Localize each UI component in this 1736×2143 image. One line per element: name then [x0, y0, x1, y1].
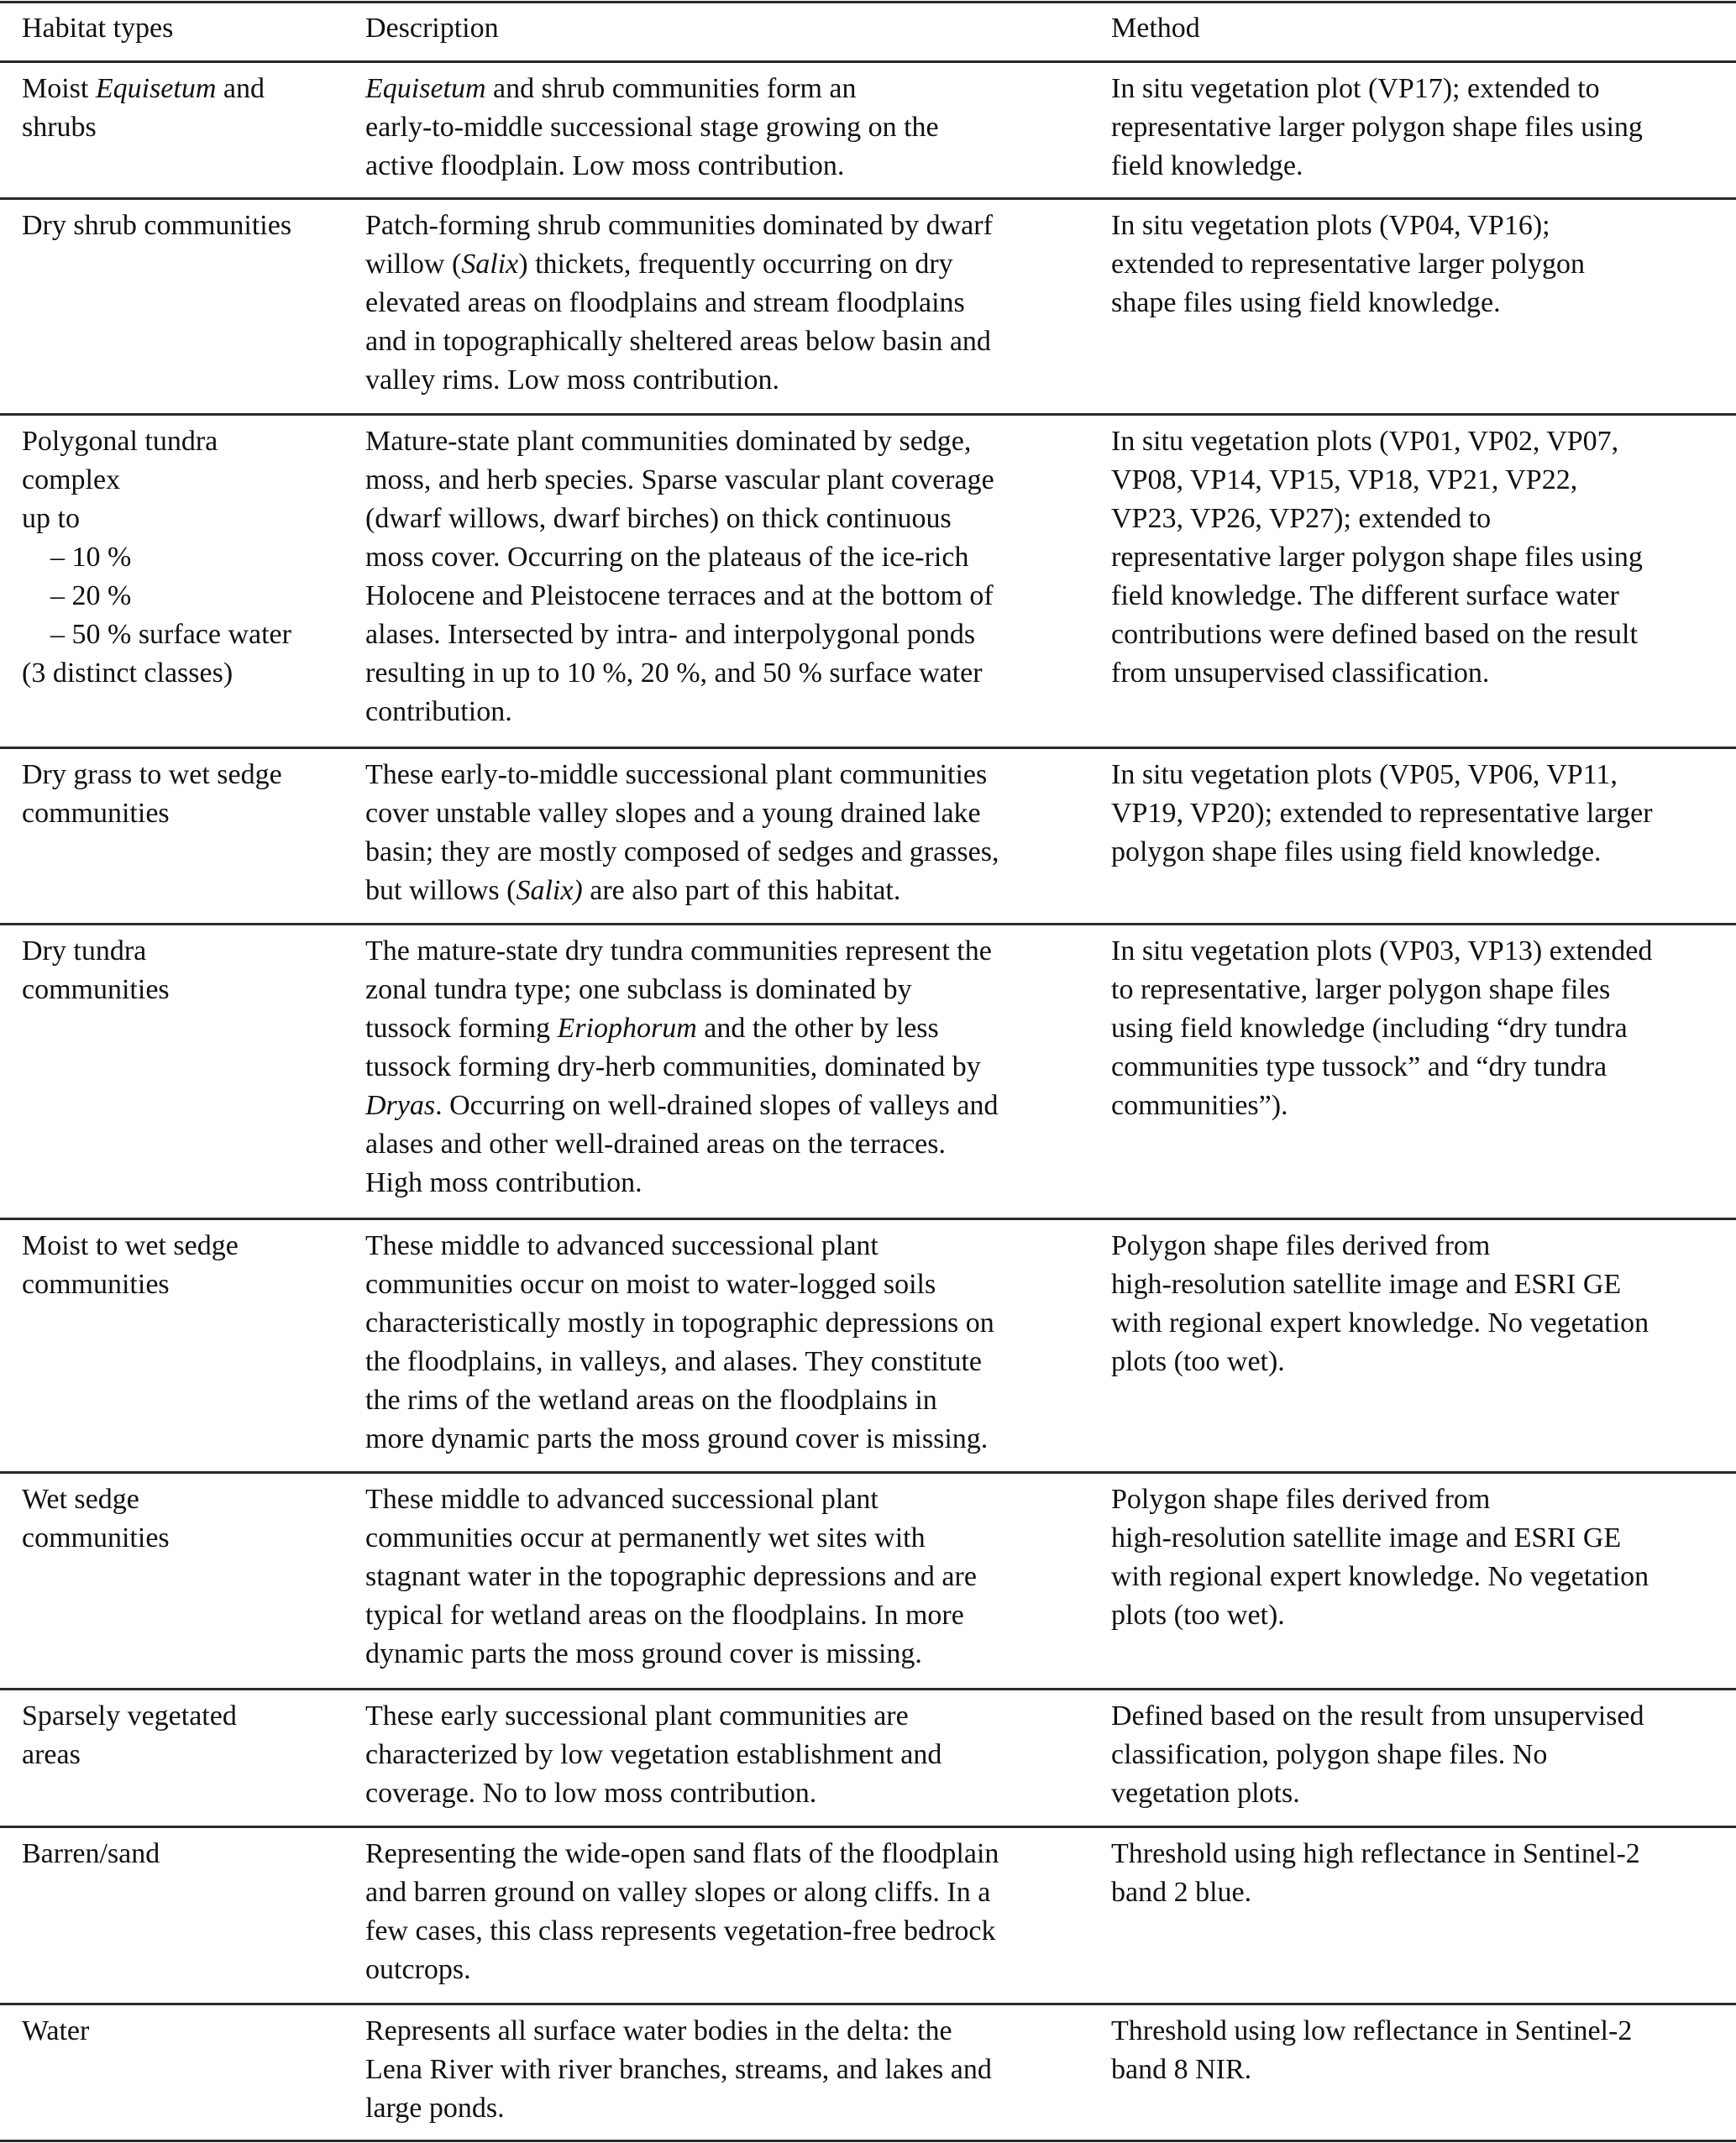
table-row: [0, 1220, 1736, 1471]
text-line: [1111, 794, 1733, 833]
text-line: [365, 1596, 1096, 1635]
text-segment: Wet sedge: [22, 1484, 139, 1515]
habitat-cell: [22, 756, 358, 833]
text-segment: – 10 %: [50, 542, 132, 573]
text-line: [22, 500, 358, 538]
text-line: [22, 971, 358, 1009]
text-line: [365, 693, 1096, 731]
text-segment: and the other by less: [696, 1013, 939, 1044]
text-line: [1111, 1480, 1733, 1519]
text-line: [365, 1873, 1096, 1912]
text-segment: communities occur on moist to water-logged soils: [365, 1269, 936, 1300]
row-rule: [0, 747, 1736, 749]
text-line: [22, 1835, 358, 1873]
text-line: [1111, 1736, 1733, 1774]
text-segment: characteristically mostly in topographic depressions on: [365, 1307, 994, 1339]
text-segment: Threshold using low reflectance in Sentinel-2: [1111, 2015, 1633, 2046]
text-segment: Dry grass to wet sedge: [22, 759, 282, 790]
text-segment: Lena River with river branches, streams, and lakes and: [365, 2054, 992, 2085]
text-segment: These early-to-middle successional plant communities: [365, 759, 988, 790]
method-cell: [1111, 932, 1733, 1125]
text-segment: field knowledge.: [1111, 150, 1303, 181]
text-line: [365, 70, 1096, 108]
row-rule: [0, 1826, 1736, 1828]
text-line: [365, 1951, 1096, 1989]
text-line: [1111, 2012, 1733, 2051]
text-line: [365, 538, 1096, 577]
text-segment: plots (too wet).: [1111, 1346, 1285, 1377]
text-line: [365, 932, 1096, 971]
text-segment: The mature-state dry tundra communities represent the: [365, 935, 992, 967]
habitat-cell: [22, 207, 358, 245]
text-segment: – 50 % surface water: [50, 619, 291, 650]
text-segment: These middle to advanced successional plant: [365, 1484, 878, 1515]
text-segment: Represents all surface water bodies in the delta: the: [365, 2015, 952, 2046]
text-line: [365, 147, 1096, 186]
text-line: [365, 872, 1096, 910]
row-rule: [0, 1688, 1736, 1690]
text-line: [365, 461, 1096, 500]
text-line: [365, 284, 1096, 322]
table-row: [0, 2005, 1736, 2140]
text-line: [1111, 616, 1733, 654]
text-segment: outcrops.: [365, 1954, 471, 1985]
text-line: [365, 1420, 1096, 1459]
text-segment: and barren ground on valley slopes or along cliffs. In a: [365, 1877, 991, 1908]
text-line: [1111, 1835, 1733, 1873]
text-segment: shrubs: [22, 112, 97, 143]
text-segment: Holocene and Pleistocene terraces and at the bottom of: [365, 580, 994, 611]
text-segment: from unsupervised classification.: [1111, 658, 1490, 689]
text-line: [365, 1227, 1096, 1265]
text-segment: VP23, VP26, VP27); extended to: [1111, 503, 1492, 534]
method-cell: [1111, 422, 1733, 693]
text-segment: vegetation plots.: [1111, 1778, 1300, 1809]
taxon-name: Dryas: [365, 1090, 436, 1121]
text-segment: In situ vegetation plots (VP04, VP16);: [1111, 210, 1550, 241]
description-cell: [365, 932, 1096, 1202]
text-line: [365, 1265, 1096, 1304]
text-line: [22, 794, 358, 833]
text-segment: communities: [22, 974, 170, 1005]
text-segment: moss cover. Occurring on the plateaus of the ice-rich: [365, 542, 969, 573]
row-rule: [0, 413, 1736, 416]
method-cell: [1111, 1480, 1733, 1635]
text-line: [1111, 1558, 1733, 1596]
taxon-name: Salix): [516, 875, 583, 906]
text-line: [365, 2089, 1096, 2128]
text-line: [22, 1697, 358, 1736]
text-segment: using field knowledge (including “dry tundra: [1111, 1013, 1628, 1044]
text-line: [22, 577, 358, 616]
text-segment: tussock forming: [365, 1013, 558, 1044]
text-segment: the rims of the wetland areas on the floodplains in: [365, 1385, 937, 1416]
text-line: [365, 756, 1096, 794]
text-line: [1111, 70, 1733, 108]
text-segment: elevated areas on floodplains and stream floodplains: [365, 287, 965, 318]
text-line: [365, 1835, 1096, 1873]
text-segment: contribution.: [365, 696, 512, 727]
text-line: [1111, 971, 1733, 1009]
text-segment: These early successional plant communities are: [365, 1700, 909, 1732]
text-line: [1111, 1265, 1733, 1304]
text-segment: Moist: [22, 73, 96, 104]
text-line: [1111, 1048, 1733, 1087]
row-rule: [0, 197, 1736, 200]
text-line: [1111, 1774, 1733, 1813]
text-line: [1111, 654, 1733, 693]
text-segment: In situ vegetation plots (VP01, VP02, VP07,: [1111, 426, 1619, 457]
text-line: [1111, 1596, 1733, 1635]
text-segment: In situ vegetation plot (VP17); extended to: [1111, 73, 1600, 104]
text-segment: Polygonal tundra: [22, 426, 218, 457]
text-line: [365, 1087, 1096, 1125]
table-header: [0, 3, 1736, 61]
description-cell: [365, 756, 1096, 910]
text-segment: valley rims. Low moss contribution.: [365, 364, 779, 396]
text-segment: classification, polygon shape files. No: [1111, 1739, 1548, 1770]
text-segment: band 2 blue.: [1111, 1877, 1252, 1908]
text-line: [1111, 1087, 1733, 1125]
text-segment: Polygon shape files derived from: [1111, 1484, 1491, 1515]
text-segment: High moss contribution.: [365, 1167, 642, 1198]
text-line: [1111, 1697, 1733, 1736]
text-segment: . Occurring on well-drained slopes of valleys and: [435, 1090, 999, 1121]
text-segment: Mature-state plant communities dominated by sedge,: [365, 426, 972, 457]
text-segment: contributions were defined based on the result: [1111, 619, 1638, 650]
text-segment: Water: [22, 2015, 90, 2046]
text-segment: coverage. No to low moss contribution.: [365, 1778, 817, 1809]
text-segment: In situ vegetation plots (VP03, VP13) extended: [1111, 935, 1653, 967]
text-line: [1111, 833, 1733, 872]
text-line: [1111, 2051, 1733, 2089]
table-row: [0, 1828, 1736, 2003]
text-line: [1111, 284, 1733, 322]
text-line: [22, 1736, 358, 1774]
text-segment: Defined based on the result from unsupervised: [1111, 1700, 1644, 1732]
text-line: [365, 1697, 1096, 1736]
text-segment: active floodplain. Low moss contribution.: [365, 150, 845, 181]
text-line: [22, 1265, 358, 1304]
text-line: [22, 1480, 358, 1519]
text-line: [1111, 1009, 1733, 1048]
text-line: [365, 1736, 1096, 1774]
text-segment: (dwarf willows, dwarf birches) on thick continuous: [365, 503, 952, 534]
text-segment: representative larger polygon shape files using: [1111, 112, 1643, 143]
text-segment: basin; they are mostly composed of sedges and grasses,: [365, 836, 999, 867]
text-segment: communities occur at permanently wet sites with: [365, 1522, 926, 1554]
text-line: [365, 654, 1096, 693]
text-line: [1111, 422, 1733, 461]
text-segment: shape files using field knowledge.: [1111, 287, 1501, 318]
text-line: [1111, 147, 1733, 186]
text-line: [365, 1774, 1096, 1813]
text-segment: stagnant water in the topographic depressions and are: [365, 1561, 977, 1592]
text-segment: with regional expert knowledge. No vegetation: [1111, 1307, 1649, 1339]
text-line: [22, 1227, 358, 1265]
text-segment: few cases, this class represents vegetation-free bedrock: [365, 1915, 996, 1947]
table-row: [0, 416, 1736, 747]
text-line: [365, 2012, 1096, 2051]
text-segment: Sparsely vegetated: [22, 1700, 237, 1732]
header-method: Method: [1111, 13, 1200, 44]
text-line: [1111, 756, 1733, 794]
text-segment: the floodplains, in valleys, and alases. They constitute: [365, 1346, 982, 1377]
text-line: [1111, 1227, 1733, 1265]
text-segment: high-resolution satellite image and ESRI GE: [1111, 1522, 1622, 1554]
text-segment: Patch-forming shrub communities dominated by dwarf: [365, 210, 993, 241]
text-line: [365, 577, 1096, 616]
text-segment: extended to representative larger polygon: [1111, 249, 1585, 280]
header-description: Description: [365, 13, 499, 44]
description-cell: [365, 2012, 1096, 2128]
description-cell: [365, 1227, 1096, 1459]
text-segment: up to: [22, 503, 80, 534]
text-line: [365, 1480, 1096, 1519]
text-segment: alases and other well-drained areas on the terraces.: [365, 1129, 946, 1160]
text-segment: communities”).: [1111, 1090, 1288, 1121]
text-segment: tussock forming dry-herb communities, dominated by: [365, 1051, 981, 1082]
text-line: [22, 1519, 358, 1558]
text-line: [1111, 538, 1733, 577]
text-segment: VP19, VP20); extended to representative larger: [1111, 798, 1653, 829]
text-segment: polygon shape files using field knowledge.: [1111, 836, 1602, 867]
text-line: [365, 245, 1096, 284]
text-line: [22, 422, 358, 461]
table-row: [0, 925, 1736, 1218]
text-line: [365, 2051, 1096, 2089]
text-line: [365, 322, 1096, 361]
row-rule: [0, 1218, 1736, 1220]
text-segment: Barren/sand: [22, 1838, 160, 1869]
habitat-cell: [22, 70, 358, 147]
text-segment: representative larger polygon shape files using: [1111, 542, 1643, 573]
text-segment: Moist to wet sedge: [22, 1230, 239, 1261]
method-cell: [1111, 756, 1733, 872]
text-line: [365, 1009, 1096, 1048]
description-cell: [365, 422, 1096, 731]
method-cell: [1111, 1697, 1733, 1813]
text-line: [22, 70, 358, 108]
text-segment: (3 distinct classes): [22, 658, 233, 689]
text-line: [22, 207, 358, 245]
text-segment: but willows (: [365, 875, 517, 906]
text-segment: resulting in up to 10 %, 20 %, and 50 % surface water: [365, 658, 983, 689]
text-segment: moss, and herb species. Sparse vascular plant coverage: [365, 464, 994, 495]
method-cell: [1111, 70, 1733, 186]
text-segment: Dry shrub communities: [22, 210, 292, 241]
text-segment: typical for wetland areas on the floodplains. In more: [365, 1600, 964, 1631]
text-line: [1111, 245, 1733, 284]
text-line: [1111, 577, 1733, 616]
text-line: [365, 1635, 1096, 1674]
text-segment: communities: [22, 798, 170, 829]
text-segment: field knowledge. The different surface water: [1111, 580, 1619, 611]
text-line: [1111, 1519, 1733, 1558]
text-line: [22, 461, 358, 500]
text-segment: dynamic parts the moss ground cover is missing.: [365, 1638, 922, 1669]
text-segment: are also part of this habitat.: [582, 875, 901, 906]
text-segment: and shrub communities form an: [485, 73, 857, 104]
habitat-cell: [22, 932, 358, 1009]
text-line: [365, 1125, 1096, 1164]
row-rule: [0, 60, 1736, 63]
text-segment: with regional expert knowledge. No vegetation: [1111, 1561, 1649, 1592]
text-segment: alases. Intersected by intra- and interpolygonal ponds: [365, 619, 976, 650]
text-line: [22, 616, 358, 654]
description-cell: [365, 1697, 1096, 1813]
text-segment: and in topographically sheltered areas below basin and: [365, 326, 991, 357]
text-line: [1111, 1343, 1733, 1381]
text-line: [1111, 1873, 1733, 1912]
text-segment: communities: [22, 1269, 170, 1300]
text-line: [365, 794, 1096, 833]
text-segment: Representing the wide-open sand flats of the floodplain: [365, 1838, 999, 1869]
text-line: [1111, 1304, 1733, 1343]
text-segment: plots (too wet).: [1111, 1600, 1285, 1631]
taxon-name: Equisetum: [95, 73, 217, 104]
text-line: [365, 1304, 1096, 1343]
text-line: [365, 500, 1096, 538]
description-cell: [365, 1480, 1096, 1674]
text-line: [1111, 932, 1733, 971]
text-segment: ) thickets, frequently occurring on dry: [518, 249, 953, 280]
table-row: [0, 1690, 1736, 1826]
text-segment: VP08, VP14, VP15, VP18, VP21, VP22,: [1111, 464, 1578, 495]
bottom-rule: [0, 2140, 1736, 2142]
text-segment: early-to-middle successional stage growing on the: [365, 112, 939, 143]
text-line: [365, 1912, 1096, 1951]
text-segment: and: [216, 73, 265, 104]
method-cell: [1111, 207, 1733, 322]
habitat-cell: [22, 1697, 358, 1774]
text-line: [1111, 500, 1733, 538]
text-line: [365, 1558, 1096, 1596]
text-segment: more dynamic parts the moss ground cover is missing.: [365, 1423, 989, 1454]
text-line: [22, 654, 358, 693]
description-cell: [365, 1835, 1096, 1989]
text-segment: communities type tussock” and “dry tundra: [1111, 1051, 1608, 1082]
text-segment: willow (: [365, 249, 462, 280]
text-line: [365, 1048, 1096, 1087]
text-segment: band 8 NIR.: [1111, 2054, 1252, 2085]
text-line: [22, 932, 358, 971]
text-line: [1111, 108, 1733, 147]
text-line: [365, 616, 1096, 654]
text-line: [1111, 461, 1733, 500]
method-cell: [1111, 2012, 1733, 2089]
method-cell: [1111, 1835, 1733, 1912]
text-line: [22, 108, 358, 147]
text-segment: zonal tundra type; one subclass is dominated by: [365, 974, 912, 1005]
text-segment: In situ vegetation plots (VP05, VP06, VP11,: [1111, 759, 1618, 790]
text-line: [365, 361, 1096, 400]
text-line: [365, 1343, 1096, 1381]
text-segment: Polygon shape files derived from: [1111, 1230, 1491, 1261]
row-rule: [0, 2003, 1736, 2005]
text-line: [22, 756, 358, 794]
text-line: [365, 1519, 1096, 1558]
text-segment: areas: [22, 1739, 81, 1770]
text-segment: – 20 %: [50, 580, 132, 611]
taxon-name: Salix: [461, 249, 519, 280]
text-segment: characterized by low vegetation establishment and: [365, 1739, 942, 1770]
text-line: [22, 538, 358, 577]
table-row: [0, 749, 1736, 923]
text-line: [365, 108, 1096, 147]
habitat-cell: [22, 1480, 358, 1558]
text-line: [22, 2012, 358, 2051]
habitat-cell: [22, 422, 358, 693]
table-row: [0, 1474, 1736, 1688]
text-line: [365, 422, 1096, 461]
text-line: [365, 207, 1096, 245]
text-line: [365, 1164, 1096, 1202]
taxon-name: Equisetum: [365, 73, 486, 104]
text-segment: to representative, larger polygon shape files: [1111, 974, 1611, 1005]
text-segment: high-resolution satellite image and ESRI GE: [1111, 1269, 1622, 1300]
text-segment: communities: [22, 1522, 170, 1554]
method-cell: [1111, 1227, 1733, 1381]
text-segment: Threshold using high reflectance in Sentinel-2: [1111, 1838, 1640, 1869]
text-segment: Dry tundra: [22, 935, 147, 967]
habitat-cell: [22, 1227, 358, 1304]
row-rule: [0, 1471, 1736, 1474]
habitat-cell: [22, 1835, 358, 1873]
table-row: [0, 200, 1736, 413]
text-line: [365, 971, 1096, 1009]
text-line: [1111, 207, 1733, 245]
table-row: [0, 63, 1736, 197]
text-segment: large ponds.: [365, 2093, 505, 2124]
text-segment: cover unstable valley slopes and a young drained lake: [365, 798, 981, 829]
row-rule: [0, 923, 1736, 925]
habitat-cell: [22, 2012, 358, 2051]
description-cell: [365, 70, 1096, 186]
text-line: [365, 833, 1096, 872]
text-line: [365, 1381, 1096, 1420]
taxon-name: Eriophorum: [557, 1013, 697, 1044]
header-habitat-types: Habitat types: [22, 13, 174, 44]
description-cell: [365, 207, 1096, 400]
text-segment: These middle to advanced successional plant: [365, 1230, 878, 1261]
text-segment: complex: [22, 464, 121, 495]
